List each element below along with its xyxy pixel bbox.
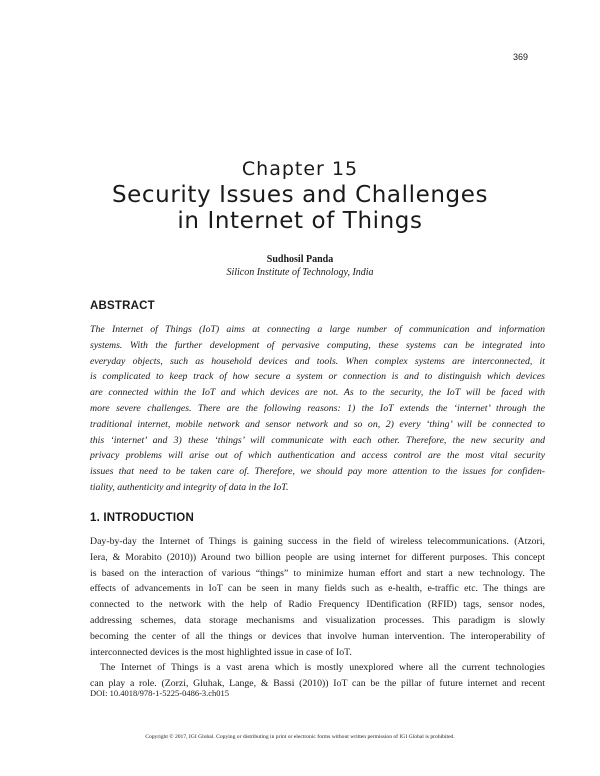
abstract-heading: ABSTRACT <box>90 300 155 312</box>
introduction-line: can play a role. (Zorzi, Gluhak, Lange, & Bassi (2010)) IoT can be the pillar of future internet and recent <box>90 678 545 690</box>
introduction-heading: 1. INTRODUCTION <box>90 512 194 524</box>
abstract-line: privacy problems will arise out of which authentication and access control are the most vital security <box>90 450 545 462</box>
abstract-line: is complicated to keep track of how secure a system or connection is and to distinguish which devices <box>90 371 545 383</box>
chapter-title-line: Security Issues and Challenges <box>111 182 489 208</box>
author-name: Sudhosil Panda <box>266 254 334 265</box>
abstract-line: The Internet of Things (IoT) aims at connecting a large number of communication and information <box>90 324 545 335</box>
introduction-line: addressing schemes, data storage mechanisms and visualization processes. This paradigm is slowly <box>90 614 545 626</box>
introduction-line: connected to the network with the help of Radio Frequency IDentification (RFID) tags, sensor nodes, <box>90 599 545 611</box>
introduction-line: Day-by-day the Internet of Things is gaining success in the field of wireless telecommunications. (Atzori, <box>90 536 545 547</box>
introduction-line: Iera, & Morabito (2010)) Around two billion people are using internet for different purposes. This concept <box>90 551 545 563</box>
introduction-line: effects of advancements in IoT can be seen in many fields such as e-health, e-traffic etc. The things are <box>90 583 545 595</box>
abstract-body <box>90 322 545 496</box>
abstract-line: traditional internet, mobile network and sensor network and so on, 2) every ‘thing’ will be connected to <box>90 418 545 430</box>
abstract-line: tiality, authenticity and integrity of data in the IoT. <box>90 481 289 493</box>
copyright-notice: Copyright © 2017, IGI Global. Copying or distributing in print or electronic forms without written permission of IGI Global is prohibited. <box>145 734 455 740</box>
author-affiliation: Silicon Institute of Technology, India <box>226 267 374 278</box>
introduction-line: The Internet of Things is a vast arena which is mostly unexplored where all the current technologies <box>100 662 545 674</box>
abstract-line: systems. With the further development of pervasive computing, these systems can be integrated into <box>90 339 545 351</box>
doi: DOI: 10.4018/978-1-5225-0486-3.ch015 <box>90 688 230 698</box>
page-number: 369 <box>512 52 528 62</box>
abstract-line: this ‘internet’ and 3) these ‘things’ will communicate with each other. Therefore, the new security and <box>90 434 545 446</box>
chapter-label: Chapter 15 <box>241 158 359 180</box>
introduction-line: is based on the interaction of various “things” to minimize human effort and start a new technology. The <box>90 567 545 579</box>
abstract-line: more severe challenges. There are the following reasons: 1) the IoT extends the ‘internet’ through the <box>90 402 545 414</box>
introduction-line: becoming the center of all the things or devices that involve human intervention. The interoperability of <box>90 630 545 642</box>
introduction-body <box>90 534 545 692</box>
abstract-line: issues that need to be taken care of. Therefore, we should pay more attention to the issues for confiden- <box>90 466 545 478</box>
abstract-line: are connected within the IoT and which devices are not. As to the security, the IoT will be faced with <box>90 387 545 399</box>
chapter-title-line: in Internet of Things <box>177 208 423 234</box>
introduction-line: interconnected devices is the most highlighted issue in case of IoT. <box>90 646 352 658</box>
chapter-title <box>0 182 600 234</box>
abstract-line: everyday objects, such as household devices and tools. When complex systems are interconnected, it <box>90 355 545 367</box>
